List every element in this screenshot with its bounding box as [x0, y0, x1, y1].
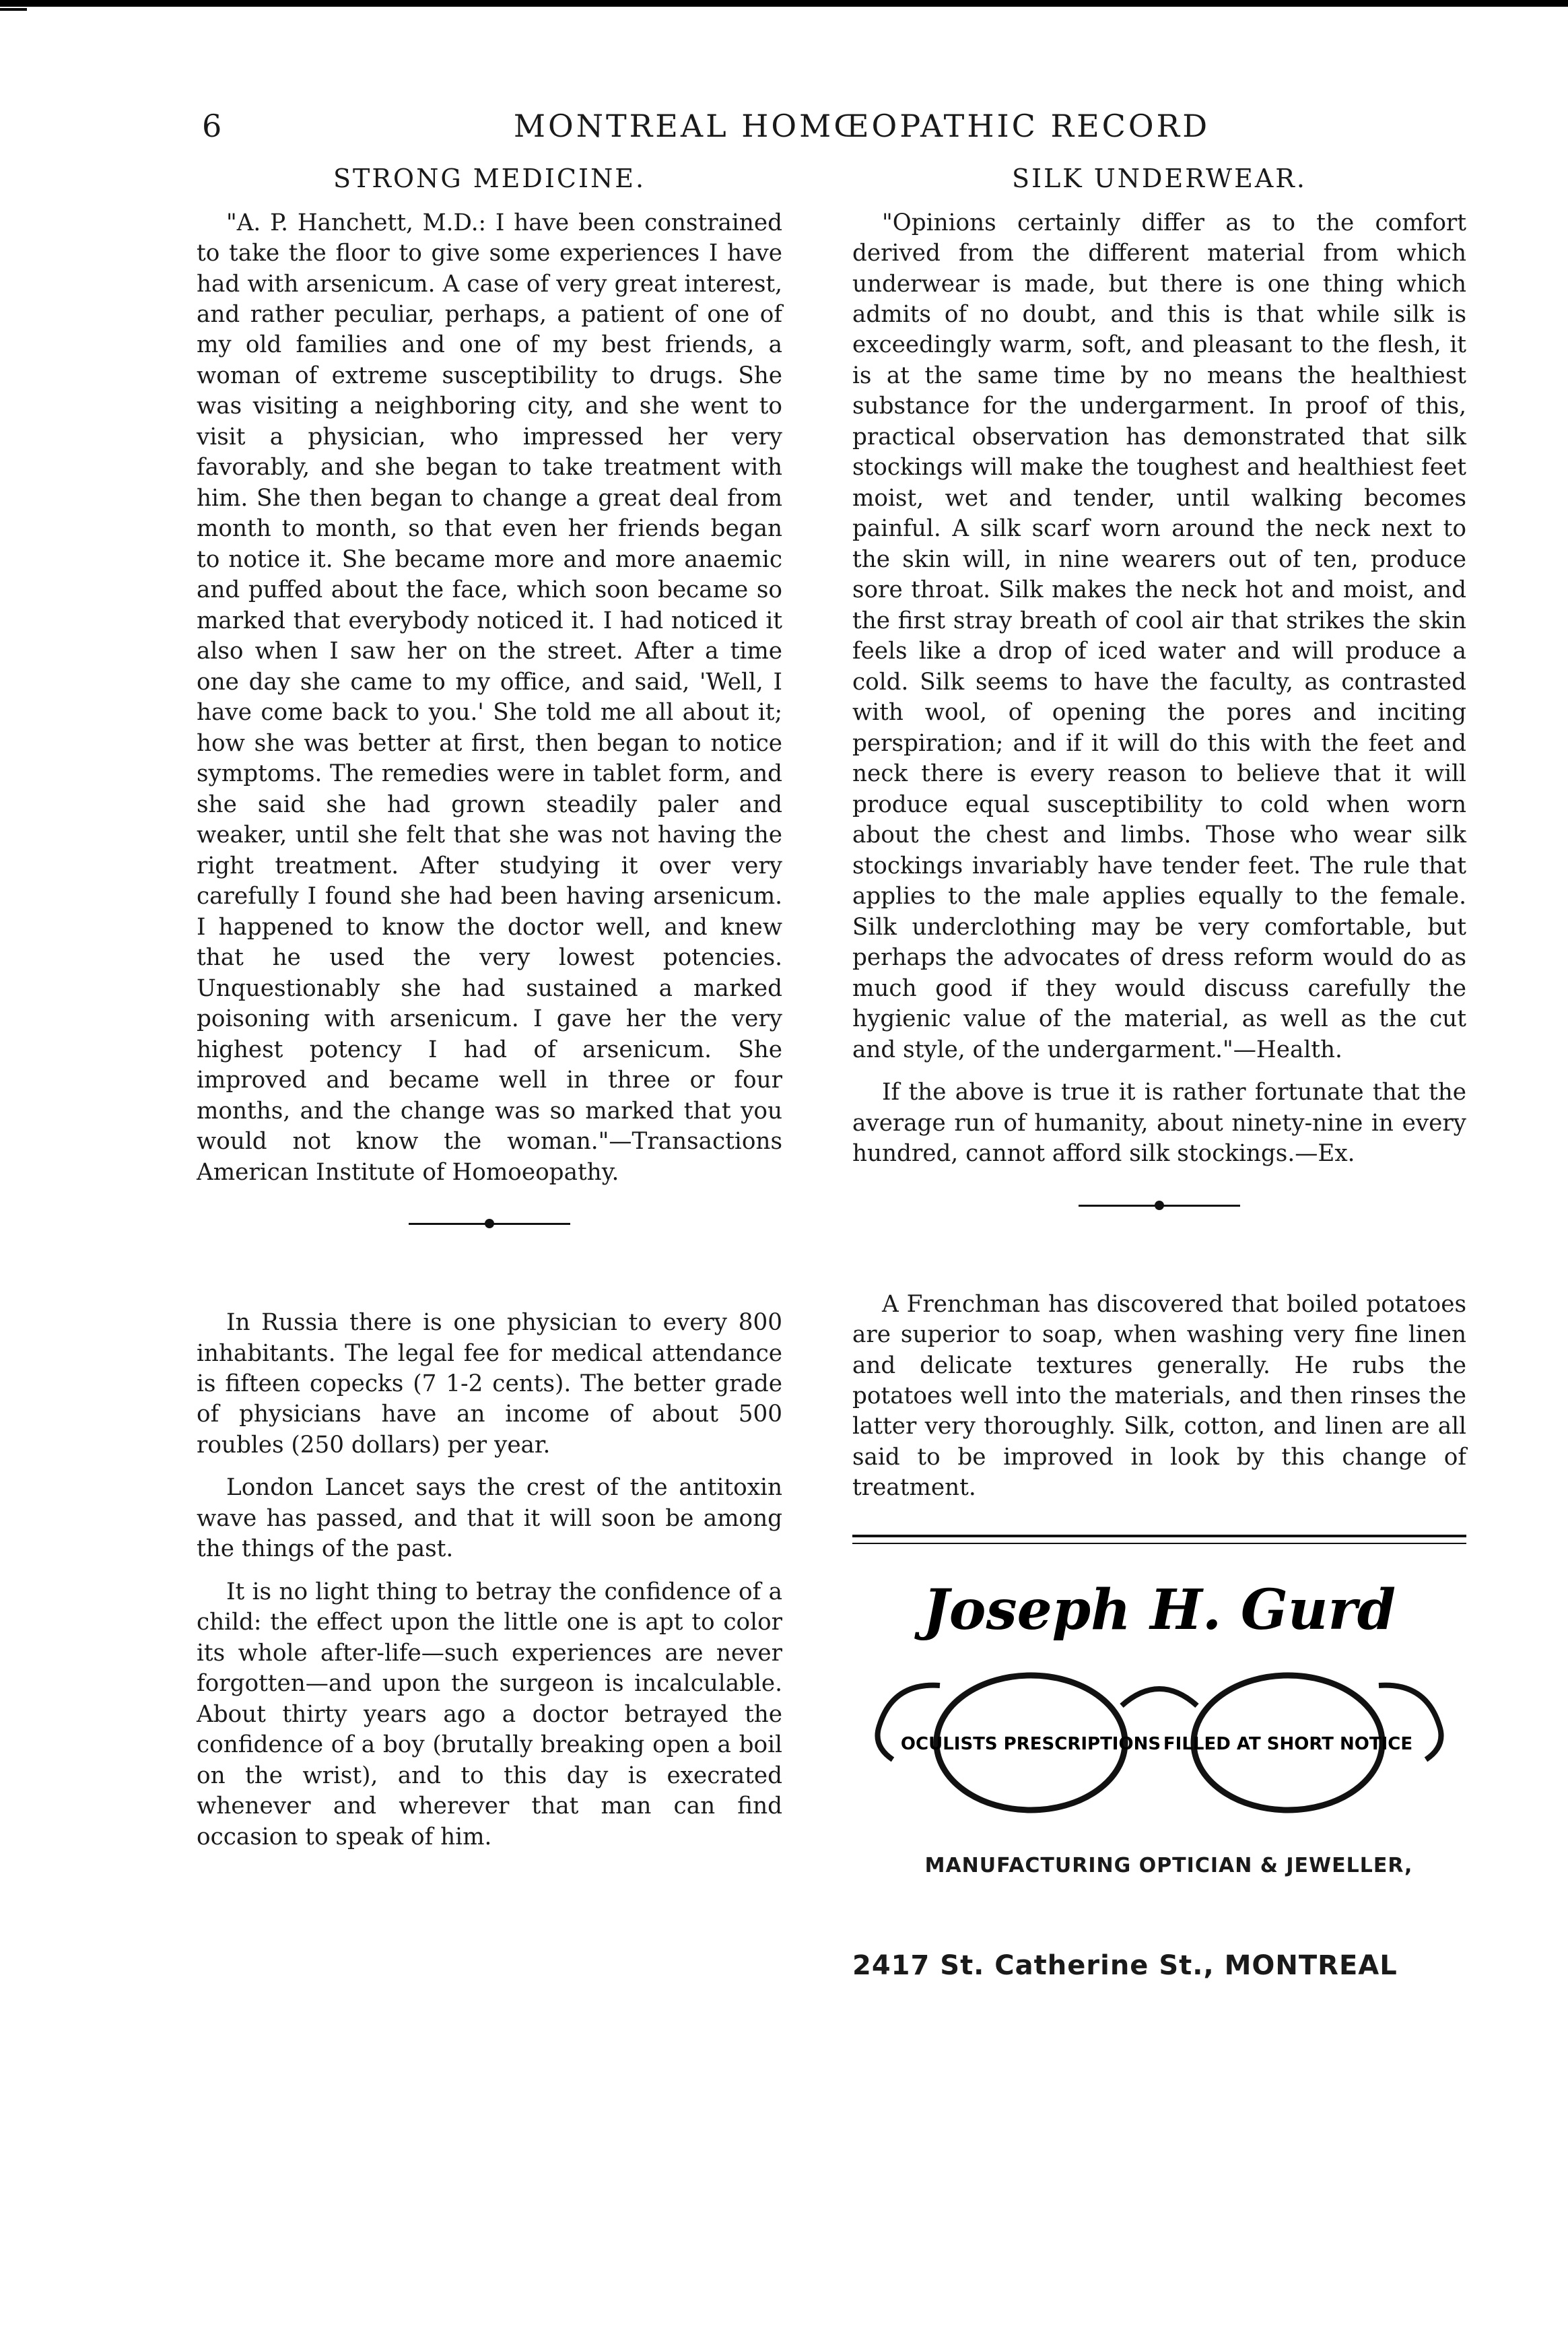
paragraph-confidence: It is no light thing to betray the confidence of a child: the effect upon the little one is apt to color its whole after-life—such experiences are never forgotten—and upon the surgeon is incalculable. About thirty years ago a doctor betrayed the confidence of a boy (brutally breaking open a boil on the wrist), and to this day is execrated whenever and wherever that man can find occasion to speak of him.	[197, 1578, 782, 1850]
article-comment-silk: If the above is true it is rather fortunate that the average run of humanity, about ninety-nine in every hundred, cannot afford silk stockings.—Ex.	[852, 1079, 1466, 1168]
section-divider	[409, 1213, 570, 1234]
article-headline-silk-underwear: SILK UNDERWEAR.	[1012, 164, 1307, 193]
divider-dot	[485, 1219, 494, 1228]
corner-mark	[0, 8, 27, 11]
article-body-strong-medicine: "A. P. Hanchett, M.D.: I have been constrained to take the floor to give some experiences I have had with arsenicum. A case of very great interest, and rather peculiar, perhaps, a patient of one of my old families and one of my best friends, a woman of extreme susceptibility to drugs. She was visiting a neighboring city, and she went to visit a physician, who impressed her very favorably, and she began to take treatment with him. She then began to change a great deal from month to month, so that even her friends began to notice it. She became more and more anaemic and puffed about the face, which soon became so marked that everybody noticed it. I had noticed it also when I saw her on the street. After a time one day she came to my office, and said, 'Well, I have come back to you.' She told me all about it; how she was better at first, then began to notice symptoms. The remedies were in tablet form, and she said she had grown steadily paler and weaker, until she felt that she was not having the right treatment. After studying it over very carefully I found she had been having arsenicum. I happened to know the doctor well, and knew that he used the very lowest potencies. Unquestionably she had sustained a marked poisoning with arsenicum. I gave her the very highest potency I had of arsenicum. She improved and became well in three or four months, and the change was so marked that you would not know the woman."—Transactions American Institute of Homoeopathy.	[197, 209, 782, 1186]
left-column	[197, 162, 782, 1865]
bridge-icon	[1122, 1689, 1197, 1706]
page-number: 6	[202, 108, 224, 144]
ad-script-name: Joseph H. Gurd	[922, 1577, 1396, 1642]
section-divider-right	[1079, 1195, 1240, 1215]
paragraph-russia: In Russia there is one physician to every 800 inhabitants. The legal fee for medical attendance is fifteen copecks (7 1-2 cents). The better grade of physicians have an income of about 500 roubles (250 dollars) per year.	[197, 1309, 782, 1459]
ad-address: 2417 St. Catherine St., MONTREAL	[852, 1949, 1398, 1981]
left-lens-text: OCULISTS PRESCRIPTIONS	[900, 1733, 1161, 1754]
advertisement-gurd	[852, 1571, 1466, 1877]
article-body-silk-underwear: "Opinions certainly differ as to the comfort derived from the different material from which underwear is made, but there is one thing which admits of no doubt, and this is that while silk is exceedingly warm, soft, and pleasant to the flesh, it is at the same time by no means the healthiest substance for the undergarment. In proof of this, practical observation has demonstrated that silk stockings will make the toughest and healthiest feet moist, wet and tender, until walking becomes painful. A silk scarf worn around the neck next to the skin will, in nine wearers out of ten, produce sore throat. Silk makes the neck hot and moist, and the first stray breath of cool air that strikes the skin feels like a drop of iced water and will produce a cold. Silk seems to have the faculty, as contrasted with wool, of opening the pores and inciting perspiration; and if it will do this with the feet and neck there is every reason to believe that it will produce equal susceptibility to cold when worn about the chest and limbs. Those who wear silk stockings invariably have tender feet. The rule that applies to the male applies equally to the female. Silk underclothing may be very comfortable, but perhaps the advocates of dress reform would do as much good if they would discuss carefully the hygienic value of the material, as well as the cut and style, of the undergarment."—Health.	[852, 209, 1466, 1063]
ad-top-rule-thin	[852, 1543, 1466, 1544]
running-head	[202, 108, 1481, 144]
journal-title: MONTREAL HOMŒOPATHIC RECORD	[513, 108, 1211, 144]
paragraph-potatoes: A Frenchman has discovered that boiled potatoes are superior to soap, when washing very fine linen and delicate textures generally. He rubs the potatoes well into the materials, and then rinses the latter very thoroughly. Silk, cotton, and linen are all said to be improved in look by this change of treatment.	[852, 1290, 1466, 1502]
right-column	[852, 162, 1466, 1984]
paragraph-lancet: London Lancet says the crest of the antitoxin wave has passed, and that it will soon be among the things of the past.	[197, 1474, 782, 1563]
ad-tagline: MANUFACTURING OPTICIAN & JEWELLER,	[924, 1853, 1413, 1877]
article-headline-strong-medicine: STRONG MEDICINE.	[333, 164, 646, 193]
spectacles-logo	[852, 1571, 1466, 1861]
right-lens-text: FILLED AT SHORT NOTICE	[1163, 1733, 1413, 1754]
top-border-rule	[0, 0, 1568, 7]
ad-top-rule	[852, 1535, 1466, 1537]
divider-dot	[1155, 1201, 1164, 1210]
